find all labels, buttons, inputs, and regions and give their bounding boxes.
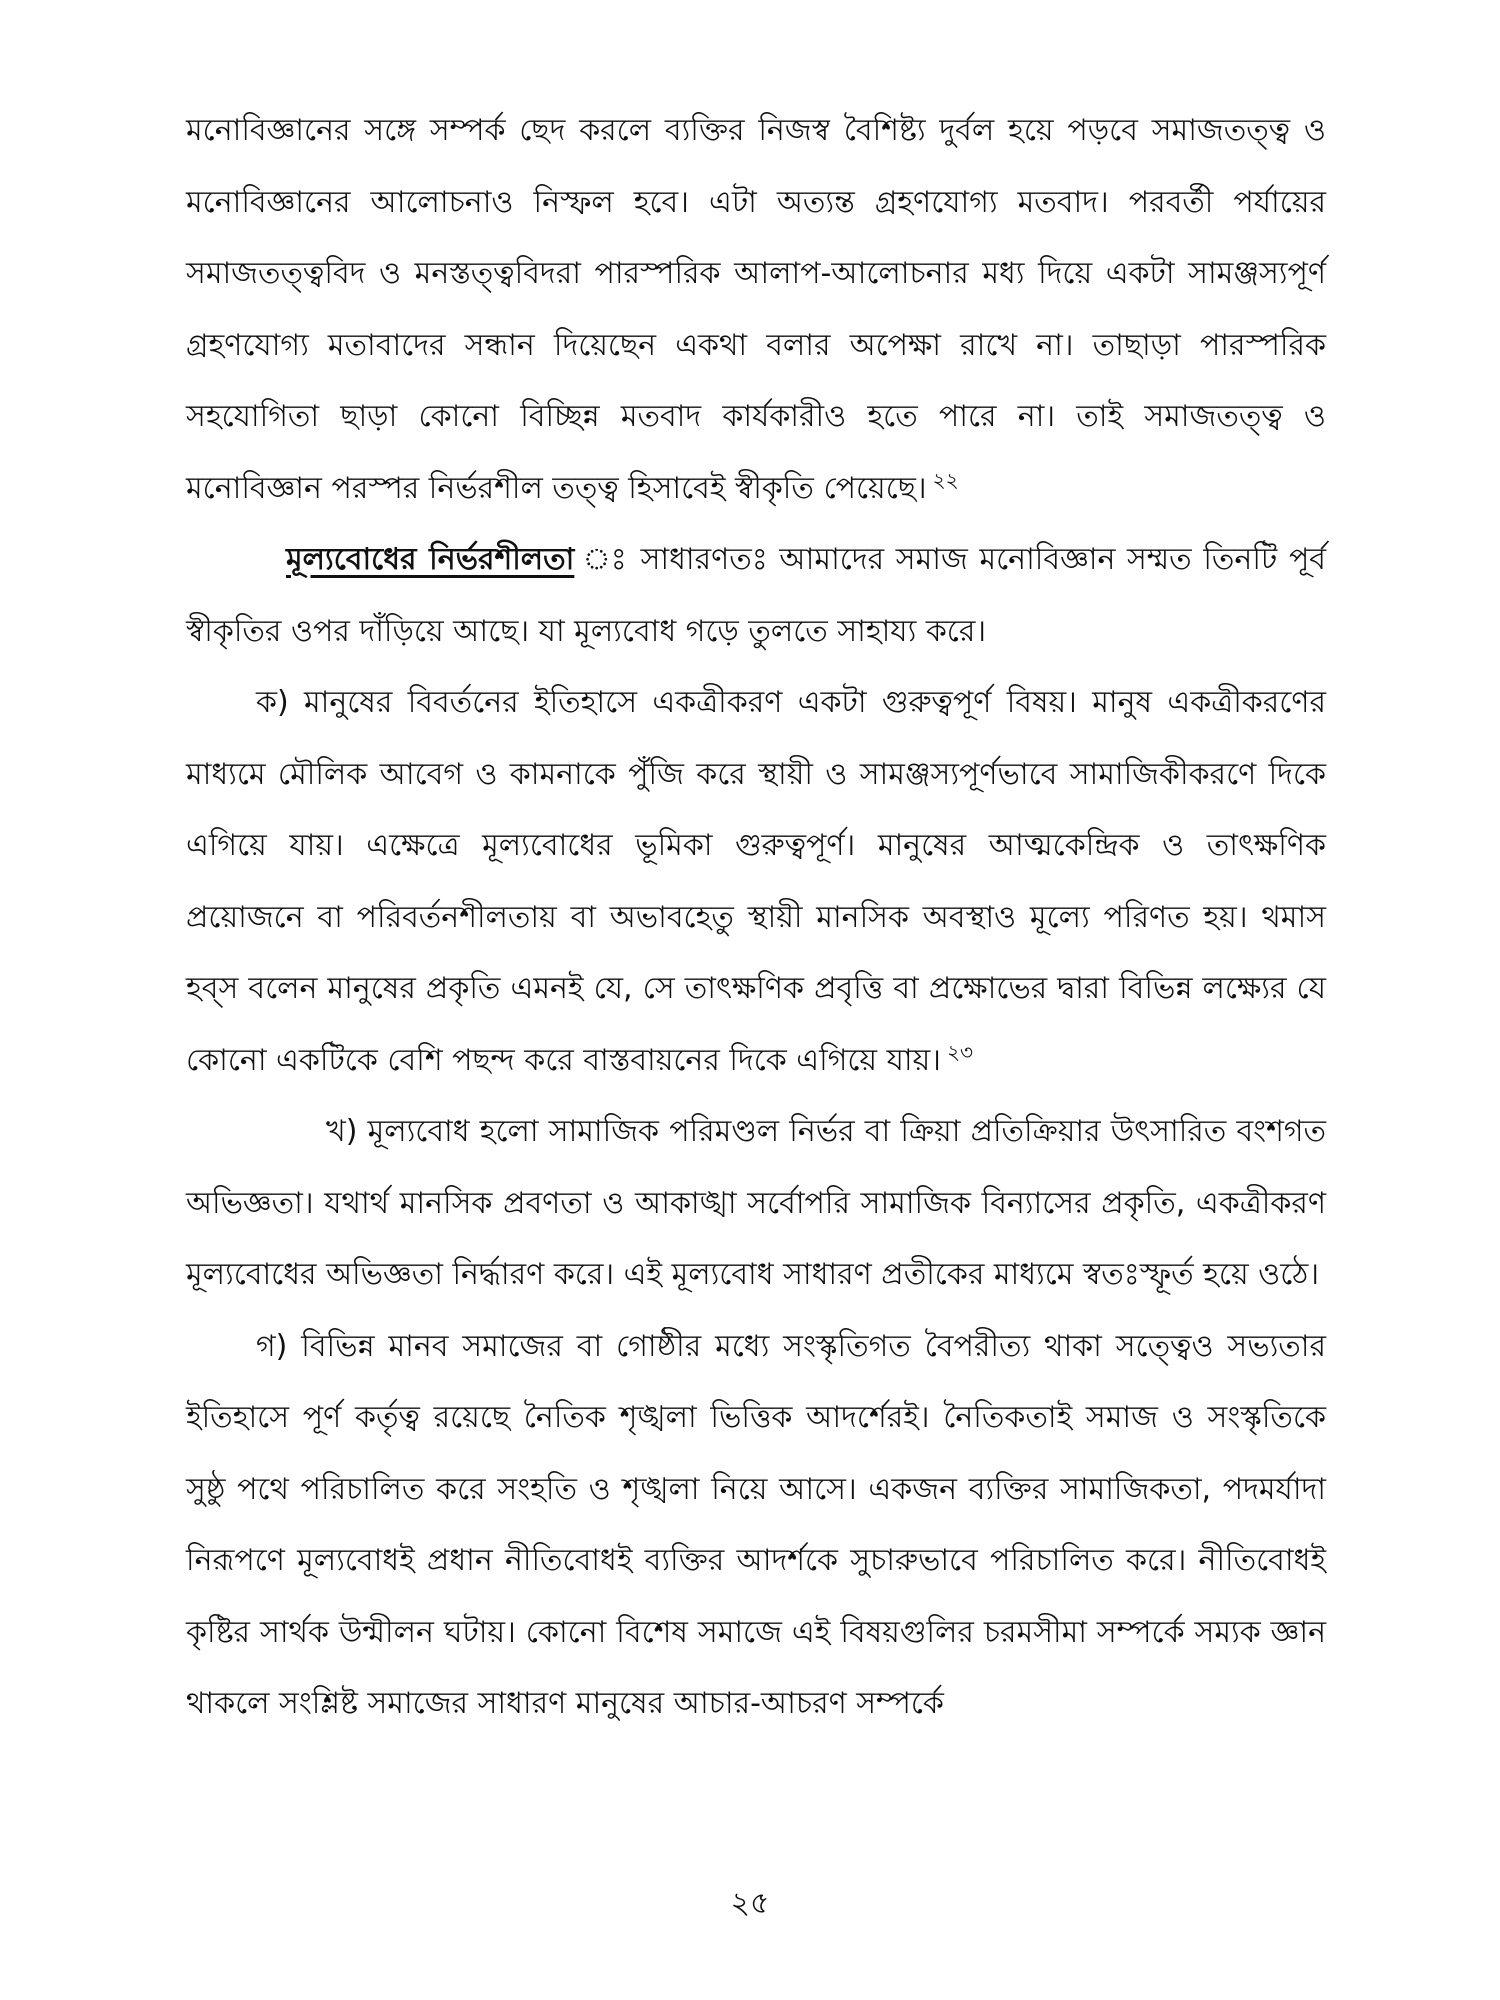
list-item-ga-text: গ) বিভিন্ন মানব সমাজের বা গোষ্ঠীর মধ্যে সংস্কৃতিগত বৈপরীত্য থাকা সত্ত্বেও সভ্যতার ইতিহাসে পূর্ণ কর্তৃত্ব রয়েছে নৈতিক শৃঙ্খলা ভিত্তিক আদর্শেরই। নৈতিকতাই সমাজ ও সংস্কৃতিকে সুষ্ঠু পথে পরিচালিত করে সংহতি ও শৃঙ্খলা নিয়ে আসে। একজন ব্যক্তির সামাজিকতা, পদমর্যাদা নিরূপণে মূল্যবোধই প্রধান নীতিবোধই ব্যক্তির আদর্শকে সুচারুভাবে পরিচালিত করে। নীতিবোধই কৃষ্টির সার্থক উন্মীলন ঘটায়। কোনো বিশেষ সমাজে এই বিষয়গুলির চরমসীমা সম্পর্কে সম্যক জ্ঞান থাকলে সংশ্লিষ্ট সমাজের সাধারণ মানুষের আচার-আচরণ সম্পর্কে <box>186 1328 1326 1721</box>
section-heading: মূল্যবোধের নির্ভরশীলতা <box>286 542 575 577</box>
list-item-ka <box>186 667 1326 1096</box>
paragraph-value-dependence <box>186 524 1326 667</box>
paragraph-value-dependence-text: সাধারণতঃ আমাদের সমাজ মনোবিজ্ঞান সম্মত তিনটি পূর্ব স্বীকৃতির ওপর দাঁড়িয়ে আছে। যা মূল্যবোধ গড়ে তুলতে সাহায্য করে। <box>186 542 1326 649</box>
list-item-ga <box>186 1311 1326 1740</box>
list-item-kha <box>186 1096 1326 1311</box>
page-number: ২৫ <box>730 1886 770 1921</box>
paragraph-intro <box>186 95 1326 524</box>
list-item-kha-text: খ) মূল্যবোধ হলো সামাজিক পরিমণ্ডল নির্ভর বা ক্রিয়া প্রতিক্রিয়ার উৎসারিত বংশগত অভিজ্ঞতা। যথার্থ মানসিক প্রবণতা ও আকাঙ্খা সর্বোপরি সামাজিক বিন্যাসের প্রকৃতি, একত্রীকরণ মূল্যবোধের অভিজ্ঞতা নির্দ্ধারণ করে। এই মূল্যবোধ সাধারণ প্রতীকের মাধ্যমে স্বতঃস্ফূর্ত হয়ে ওঠে। <box>186 1114 1326 1292</box>
heading-separator: ঃ <box>574 542 641 577</box>
list-item-ka-text: ক) মানুষের বিবর্তনের ইতিহাসে একত্রীকরণ একটা গুরুত্বপূর্ণ বিষয়। মানুষ একত্রীকরণের মাধ্যমে মৌলিক আবেগ ও কামনাকে পুঁজি করে স্থায়ী ও সামঞ্জস্যপূর্ণভাবে সামাজিকীকরণে দিকে এগিয়ে যায়। এক্ষেত্রে মূল্যবোধের ভূমিকা গুরুত্বপূর্ণ। মানুষের আত্মকেন্দ্রিক ও তাৎক্ষণিক প্রয়োজনে বা পরিবর্তনশীলতায় বা অভাবহেতু স্থায়ী মানসিক অবস্থাও মূল্যে পরিণত হয়। থমাস হব্‌স বলেন মানুষের প্রকৃতি এমনই যে, সে তাৎক্ষণিক প্রবৃত্তি বা প্রক্ষোভের দ্বারা বিভিন্ন লক্ষ্যের যে কোনো একটিকে বেশি পছন্দ করে বাস্তবায়নের দিকে এগিয়ে যায়। <box>186 685 1326 1078</box>
footnote-marker-22: ২২ <box>932 467 959 492</box>
paragraph-intro-text: মনোবিজ্ঞানের সঙ্গে সম্পর্ক ছেদ করলে ব্যক্তির নিজস্ব বৈশিষ্ট্য দুর্বল হয়ে পড়বে সমাজতত্ত্ব ও মনোবিজ্ঞানের আলোচনাও নিস্ফল হবে। এটা অত্যন্ত গ্রহণযোগ্য মতবাদ। পরবর্তী পর্যায়ের সমাজতত্ত্ববিদ ও মনস্তত্ত্ববিদরা পারস্পরিক আলাপ-আলোচনার মধ্য দিয়ে একটা সামঞ্জস্যপূর্ণ গ্রহণযোগ্য মতাবাদের সন্ধান দিয়েছেন একথা বলার অপেক্ষা রাখে না। তাছাড়া পারস্পরিক সহযোগিতা ছাড়া কোনো বিচ্ছিন্ন মতবাদ কার্যকারীও হতে পারে না। তাই সমাজতত্ত্ব ও মনোবিজ্ঞান পরস্পর নির্ভরশীল তত্ত্ব হিসাবেই স্বীকৃতি পেয়েছে। <box>186 113 1326 506</box>
footnote-marker-23: ২৩ <box>947 1039 974 1064</box>
body-text <box>186 95 1326 1740</box>
